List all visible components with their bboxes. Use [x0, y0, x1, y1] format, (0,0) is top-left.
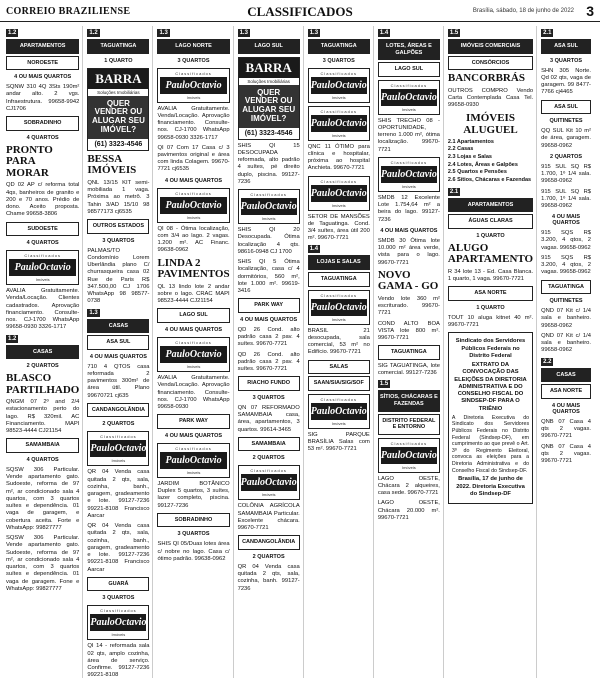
classified-ad: TOUT 10 aluga kitnet 40 m². 99670-7721	[447, 315, 534, 329]
subcategory: ASA SUL	[541, 100, 591, 115]
subcategory: CANDANGOLÂNDIA	[238, 535, 300, 550]
room-count: 4 OU MAIS QUARTOS	[165, 432, 223, 439]
subcategory: SUDOESTE	[6, 222, 79, 237]
category-code: 1.2	[8, 30, 17, 36]
room-count: 4 OU MAIS QUARTOS	[165, 327, 223, 334]
issue-date: Brasília, sábado, 18 de junho de 2022	[472, 8, 574, 14]
pauloctavio-logo: Classificados PauloOctavio Imóveis	[308, 176, 370, 211]
room-count: 1 QUARTO	[476, 305, 505, 311]
room-count: 4 QUARTOS	[26, 456, 59, 463]
column-7	[448, 26, 537, 678]
columns	[6, 26, 594, 678]
classified-ad: QI 08 - Ótima localização, com 3/4 ao lago. 2 vagas. 1.200 m². AC Financ. 99638-0962	[157, 225, 230, 254]
category-header: LOJAS E SALAS	[308, 255, 370, 270]
classified-ad: 710 4 QTOS casa reformada 2 pavimentos 300m² de área útil. Plano 99670721 cj635	[87, 363, 150, 399]
classified-ad: SHIS QI 15 DESOCUPADA reformada, alto padrão 4 suítes, pé direito duplo, piscina. 99127-7236	[237, 142, 300, 185]
subcategory: CANDANGOLÂNDIA	[87, 403, 149, 418]
subcategory: ÁGUAS CLARAS	[448, 214, 533, 229]
subcategory: SAMAMBAIA	[6, 438, 79, 453]
room-count: 4 OU MAIS QUARTOS	[551, 402, 581, 415]
subcategory: GUARÁ	[87, 577, 149, 592]
index-item: 2.1 Apartamentos	[447, 138, 494, 145]
category-code: 2.1	[449, 188, 459, 195]
rental-index	[448, 139, 533, 185]
classified-ad: QR 04 Venda casa quitada 2 qts, sala, cozinha, banh., garagem, gradeamento e lote. 99127-7236 99221-8108 Francisco Aarcar	[87, 469, 150, 519]
category-header: LOTES, ÁREAS E GALPÕES	[378, 39, 440, 60]
classified-ad: SIG TAGUATINGA, lote comercial. 99127-7236	[377, 362, 440, 377]
notice-org: Sindicato dos Servidores Públicos Federais no Distrito Federal	[455, 338, 526, 359]
pauloctavio-logo: Classificados PauloOctavio Imóveis	[378, 80, 440, 115]
room-count: 4 OU MAIS QUARTOS	[165, 177, 223, 184]
category-code: 1.3	[309, 30, 319, 36]
subcategory: ASA NORTE	[541, 384, 591, 399]
index-item: 2.2 Casas	[447, 146, 474, 153]
classified-ad: JARDIM BOTÂNICO Duplex 5 quartos, 3 suítes, lazer completo, piscina. 99127-7236	[157, 480, 230, 509]
classified-ad: QI 07 Com 17 Casa c/ 3 pavimentos original e área com linda Colagem. 99670-7721 cj6535	[157, 144, 230, 173]
room-count: 3 QUARTOS	[322, 57, 355, 64]
room-count: 2 QUARTOS	[550, 153, 583, 160]
section-title: CLASSIFICADOS	[247, 4, 353, 19]
classified-ad: SQSW 306 Particular. Vende apartamento gato. Sudoeste, reforma de 97 m², ar condicionado sala 4 quartos, com 3 quartos suítes e dependência. 01 vaga de garagem. Fone e WhatsApp: 99827777	[6, 535, 80, 592]
classified-ad: QQ SUL Kit 10 m² de área, garagem. 99658-0962	[541, 128, 591, 149]
category-header: TAGUATINGA	[308, 39, 370, 54]
pauloctavio-logo: Classificados PauloOctavio Imóveis	[87, 431, 149, 466]
classified-ad: LAGO OESTE, Chácara 2 alqueires, casa sede. 99670-7721	[377, 475, 440, 497]
classified-ad: QR 04 Venda casa quitada 2 qts, sala, cozinha, banh., garagem, gradeamento e lote. 99127-7236 99221-8108 Francisco Aarcar	[87, 523, 150, 573]
classified-ad: LAGO OESTE, Chácara 20.000 m². 99670-7721	[377, 500, 440, 521]
category-header: LAGO NORTE	[157, 39, 229, 54]
union-notice	[448, 332, 533, 504]
brand-name: CORREIO BRAZILIENSE	[6, 6, 131, 17]
classified-ad: SHIS QI 5 Ótima localização, casa c/ 4 dormitórios, 560 m², lote 1.000 m². 99619-3416	[237, 259, 300, 295]
classified-ad: QNB 07 Casa 4 qts 2 vagas. 99670-7721	[541, 418, 591, 440]
ad-headline: LINDA 2 PAVIMENTOS	[157, 256, 230, 281]
classified-ad: QD 26 Cond. alto padrão casa 2 pav. 4 suítes. 99670-7721	[237, 351, 300, 373]
classified-ad: 915 SQS R$ 3.200, 4 qtos, 2 vagas. 99658-0962	[541, 254, 591, 276]
column-1	[6, 26, 83, 678]
ad-headline: BLASCO PARTILHADO	[6, 372, 80, 396]
subcategory: PARK WAY	[238, 298, 300, 313]
notice-signature: Brasília, 17 de junho de 2022. Diretoria Executiva do Sindsep-DF	[456, 476, 525, 497]
column-4	[238, 26, 304, 678]
classified-ad: SHIS QI 05/Duas lotes área c/ nobre no lago. Casa c/ ótimo padrão. 99638-0962	[157, 541, 230, 562]
rental-section-title: IMÓVEIS ALUGUEL	[463, 112, 518, 136]
category-code: 1.4	[379, 30, 389, 36]
pauloctavio-logo: Classificados PauloOctavio Imóveis	[308, 106, 370, 141]
pauloctavio-logo: Classificados PauloOctavio Imóveis	[157, 443, 229, 478]
pauloctavio-logo: Classificados PauloOctavio Imóveis	[87, 605, 149, 640]
subcategory: CONSÓRCIOS	[448, 56, 533, 71]
index-item: 2.6 Sítios, Chácaras e Fazendas	[447, 176, 532, 183]
subcategory: NOROESTE	[6, 56, 79, 71]
subcategory: SAAN/SIA/SIG/SOF	[308, 376, 370, 391]
category-code: 1.5	[449, 30, 459, 36]
page-header	[0, 0, 600, 22]
pauloctavio-logo: Classificados PauloOctavio Imóveis	[308, 68, 370, 103]
classified-ad: PALMAS/TO Condomínio Lorem Uberlândia plano C/ churrasqueira casa 02 Rue de Paris R$ 347.500,00 CJ 1706 WhatsApp 98 98577-0738	[87, 247, 150, 305]
classified-ad: 915 SUL SQ R$ 1.700, 1º 1/4 sala. 99658-0962	[541, 188, 591, 209]
room-count: 4 OU MAIS QUARTOS	[551, 214, 581, 227]
page-number: 3	[586, 3, 594, 19]
classified-ad: AVALIA Gratuitamente. Venda/Locação. Aprovação financiamento. Consulte-nos. CJ-1700 WhatsApp 99658-0930	[157, 375, 230, 410]
classified-ad: QN 07 REFORMADO SAMAMBAIA casa, área, apartamentos, 3 quartos. 99614-3465	[237, 404, 300, 433]
category-code: 1.5	[379, 381, 389, 388]
column-3	[157, 26, 233, 678]
subcategory: ASA SUL	[87, 335, 149, 350]
ad-headline: ALUGO APARTAMENTO	[447, 241, 534, 266]
subcategory: LAGO SUL	[157, 308, 229, 323]
pauloctavio-logo: Classificados PauloOctavio Imóveis	[157, 337, 229, 372]
subcategory: LAGO SUL	[378, 62, 440, 77]
room-count: 3 QUARTOS	[177, 531, 210, 538]
category-header: ASA SUL	[541, 39, 591, 54]
classified-ad: SHIS QI 20 Desocupada. Ótima localização 4 qts. 98616-0948 CJ 1700	[237, 227, 300, 255]
index-item: 2.3 Lojas e Salas	[447, 153, 492, 160]
subcategory: TAGUATINGA	[308, 272, 370, 287]
ad-headline: NOVO GAMA - GO	[377, 268, 439, 293]
classified-ad: QR 04 Venda casa quitada 2 qts, sala, cozinha, banh. 99127-7236	[237, 563, 300, 592]
ad-headline: BANCORBRÁS	[447, 72, 525, 85]
room-count: 3 QUARTOS	[252, 394, 285, 401]
category-header: IMÓVEIS COMERCIAIS	[448, 39, 533, 54]
classified-ad: QND 07 Kit c/ 1/4 sala e banheiro. 99658-0962	[541, 332, 591, 354]
room-count: 4 QUARTOS	[26, 134, 59, 141]
classified-ad: QD 26 Cond. alto padrão casa 2 pav. 4 suítes. 99670-7721	[237, 326, 300, 348]
classified-ad: SMDB 12 Excelente Lote 1.754,64 m² a beira do lago. 99127-7236	[377, 194, 440, 223]
classified-ad: SIG PARQUE BRASÍLIA Salas com 53 m². 99670-7721	[307, 431, 370, 453]
category-header: LAGO SUL	[238, 39, 300, 54]
classified-ad: SHN 305 Norte. Qd 02 qts, vaga de garagem. 99 8477-7766 cj4465	[541, 67, 591, 96]
classified-ad: 915 SUL SQ R$ 1.700, 1º 1/4 sala. 99658-0962	[541, 163, 591, 185]
ad-headline: PRONTO PARA MORAR	[6, 143, 53, 179]
subcategory: PARK WAY	[157, 414, 229, 429]
category-code: 1.3	[89, 309, 98, 316]
classified-ad: 915 SQS R$ 3.200, 4 qtos, 2 vagas. 99658-0962	[541, 230, 591, 251]
category-header: APARTAMENTOS	[6, 39, 79, 54]
subcategory: SOBRADINHO	[6, 116, 79, 131]
pauloctavio-logo: Classificados PauloOctavio Imóveis	[308, 290, 370, 325]
category-code: 1.2	[8, 335, 17, 342]
subcategory: TAGUATINGA	[541, 280, 591, 295]
subcategory: DISTRITO FEDERAL E ENTORNO	[378, 414, 440, 435]
classified-ad: SHIS TRECHO 08 - OPORTUNIDADE, terreno 1.000 m², ótima localização. 99670-7721	[377, 117, 440, 153]
classified-ad: COLÔNIA AGRÍCOLA SAMAMBAIA Particular. Excelente chácara. 99670-7721	[237, 503, 300, 532]
room-count: 4 OU MAIS QUARTOS	[380, 227, 438, 234]
pauloctavio-logo: Classificados PauloOctavio Imóveis	[308, 394, 370, 429]
pauloctavio-logo: Classificados PauloOctavio Imóveis	[378, 157, 440, 192]
classified-ad: OUTROS COMPRO Vendo Carta Contemplada Casa Tel. 99658-0930	[447, 87, 534, 109]
category-code: 2.1	[543, 30, 552, 36]
subcategory: SOBRADINHO	[157, 513, 229, 528]
classified-ad: R 34 lote 13 - Ed. Casa Blanca. 1 quarto, 1 vaga. 99670-7721	[447, 268, 534, 283]
pauloctavio-logo: Classificados PauloOctavio Imóveis	[378, 438, 440, 473]
room-count: 3 QUARTOS	[102, 237, 135, 244]
classified-ad: BRASIL 21 desocupada, sala comercial, 53 m² no Edifício. 99670-7721	[307, 327, 370, 356]
classified-ad: QI 14 - reformada sala 02 qts, amplo cozinha, área de serviço. Confirme. 99127-7236 99221-8108	[87, 643, 150, 679]
pauloctavio-logo: Classificados PauloOctavio Imóveis	[238, 189, 300, 224]
room-count: 2 QUARTOS	[102, 421, 135, 428]
classified-ad: SQSW 306 Particular. Vende apartamento gato. Sudoeste, reforma de 97 m², ar condicionado sala 4 quartos, com 3 quartos suítes e dependência. 01 vaga de garagem, e cobertura aceita. Forte e WhatsApp: 99827777	[6, 466, 80, 531]
category-code: 2.2	[543, 358, 552, 365]
room-count: QUITINETES	[549, 298, 583, 305]
category-header: TAGUATINGA	[87, 39, 149, 54]
pauloctavio-logo: Classificados PauloOctavio Imóveis	[238, 465, 300, 500]
classified-ad: SMDB 30 Ótima lote 10.000 m² área verde, vista para o lago. 99670-7721	[377, 237, 440, 266]
classified-ad: SQNW 310 4Q 3Sts 190m² andar alto. 2 vgs. Infraestrutura. 99658-9942 CJ1706	[6, 84, 80, 112]
room-count: 4 QUARTOS	[26, 240, 59, 247]
classified-ad: QND 07 Kit c/ 1/4 sala e banheiro. 99658-0962	[541, 308, 591, 329]
room-count: QUITINETES	[549, 118, 583, 125]
column-8	[541, 26, 594, 678]
room-count: 2 QUARTOS	[252, 553, 285, 560]
category-header: CASAS	[6, 345, 79, 360]
classified-ad: QNC 11 ÓTIMO para clínica e hospitalar, próxima ao hospital Anchieta. 99670-7721	[307, 143, 370, 172]
category-header: CASAS	[87, 319, 149, 334]
room-count: 4 OU MAIS QUARTOS	[89, 353, 147, 360]
category-header: APARTAMENTOS	[448, 198, 533, 213]
subcategory: SAMAMBAIA	[238, 437, 300, 452]
subcategory: RIACHO FUNDO	[238, 376, 300, 391]
category-header: SÍTIOS, CHÁCARAS E FAZENDAS	[378, 390, 440, 411]
room-count: 3 QUARTOS	[177, 57, 210, 64]
index-item: 2.4 Lotes, Áreas e Galpões	[447, 161, 518, 168]
classified-ad: QNGM 07 2º and 2/4 estacionamento perto do lago. R$ 320mil. AC Financiamento. MAPI 98523-4444 CJ21154	[6, 399, 80, 435]
room-count: 3 QUARTOS	[550, 57, 583, 64]
room-count: 1 QUARTO	[104, 57, 133, 64]
classified-ad: AVALIA Gratuitamente. Venda/Locação. Clientes cadastrados. Aprovação financiamento. Consulte-nos. CJ-1700 WhatsApp 99658-0930 3326-1717	[6, 288, 80, 331]
room-count: 2 QUARTOS	[26, 363, 59, 370]
classified-ad: QNB 07 Casa 4 qts 2 vagas. 99670-7721	[541, 443, 591, 464]
classified-ad: QNL 13/15 KIT semi-mobiliada 1 vaga. Próxima ao metrô. 3 Tahin 3/AD 15/10 98 98577173 cj6535	[87, 179, 150, 215]
room-count: 4 OU MAIS QUARTOS	[14, 74, 72, 81]
notice-body: A Diretoria Executiva do Sindicato dos Servidores Públicos Federais no Distrito Federal (Sindsep-DF), em cumprimento ao que prevê o Art. 3º do Regimento Eleitoral, convoca as eleições para a Diretoria Administrativa e do Conselho Fiscal do Sindsep-DF.	[451, 414, 530, 474]
pauloctavio-logo: Classificados PauloOctavio Imóveis	[6, 250, 79, 285]
classified-ad: COND ALTO BOA VISTA lote 800 m². 99670-7721	[377, 320, 440, 342]
index-item: 2.5 Quartos e Pensões	[447, 169, 507, 176]
column-2	[87, 26, 153, 678]
room-count: 4 OU MAIS QUARTOS	[240, 316, 298, 323]
classified-ad: QL 13 lindo lote 2 andar sobre o lago. CRAC MAPI 98523-4444 CJ21154	[157, 283, 230, 305]
classified-ad: QD 02 AP c/ reforma total 4qs, banheiros de granito e 200 e 70 anos. Prédio de dono. Aceito proposta. Chame 99658-3806	[6, 182, 80, 218]
room-count: 1 QUARTO	[476, 232, 505, 239]
subcategory: ASA NORTE	[448, 286, 533, 301]
column-6	[378, 26, 444, 678]
classified-ad: SETOR DE MANSÕES de Taguatinga. Cond. 3/4 suítes, área útil 200 m². 99670-7721	[307, 213, 370, 242]
category-header: CASAS	[541, 368, 591, 383]
subcategory: OUTROS ESTADOS	[87, 219, 149, 234]
pauloctavio-logo: Classificados PauloOctavio Imóveis	[157, 188, 229, 223]
classified-ad: AVALIA Gratuitamente. Venda/Locação. Aprovação financiamento. Consulte-nos. CJ-1700 WhatsApp 99658-0930 3326-1717	[157, 105, 230, 141]
ad-headline: BESSA IMÓVEIS	[87, 152, 137, 177]
category-code: 1.4	[309, 246, 319, 253]
category-code: 1.2	[89, 30, 98, 36]
subcategory: SALAS	[308, 360, 370, 375]
category-code: 1.3	[159, 30, 168, 36]
barra-ad: BARRA Soluções Imobiliárias QUER VENDER OU ALUGAR SEU IMÓVEL? (61) 3323-4546	[87, 68, 149, 151]
column-5	[308, 26, 374, 678]
pauloctavio-logo: Classificados PauloOctavio Imóveis	[157, 68, 229, 103]
room-count: 3 QUARTOS	[102, 595, 135, 602]
subcategory: TAGUATINGA	[378, 345, 440, 360]
barra-ad: BARRA Soluções Imobiliárias QUER VENDER OU ALUGAR SEU IMÓVEL? (61) 3323-4546	[238, 57, 300, 140]
classified-ad: Vendo lote 360 m² escriturado. 99670-7721	[377, 295, 440, 317]
notice-title: EXTRATO DA CONVOCAÇÃO DAS ELEIÇÕES DA DIRETORIA ADMINISTRATIVA E DO CONSELHO FISCAL DO SINDSEP-DF PARA O TRIÊNIO	[454, 362, 527, 412]
room-count: 2 QUARTOS	[252, 455, 285, 462]
category-code: 1.3	[239, 30, 248, 36]
